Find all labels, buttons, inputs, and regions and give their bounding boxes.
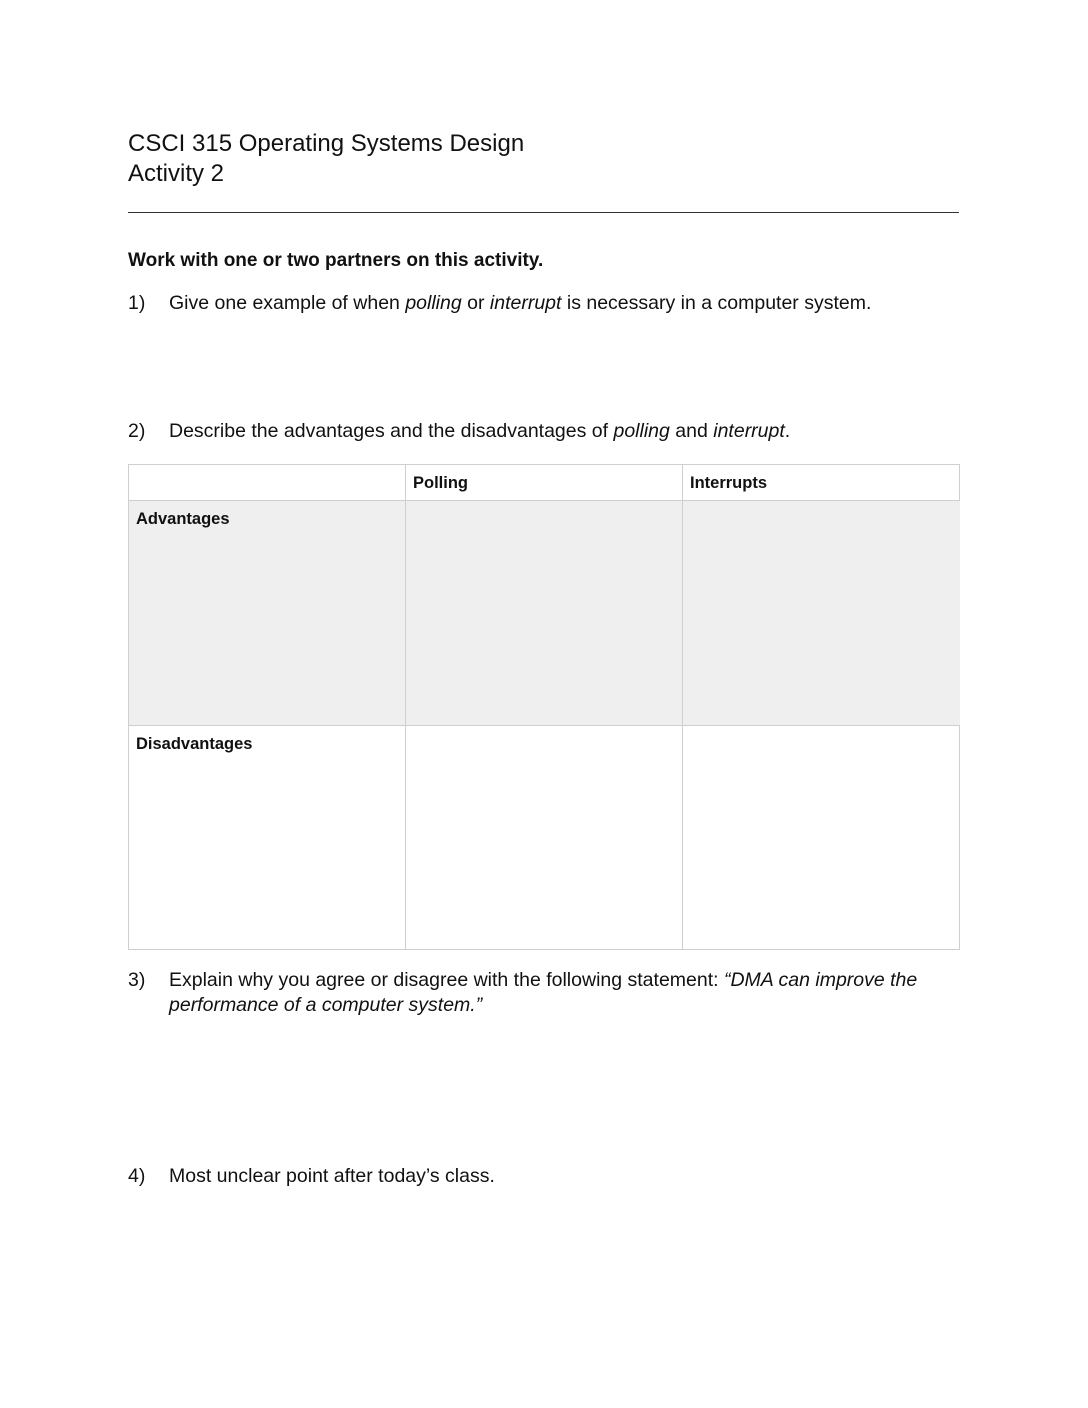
row-label-disadvantages: Disadvantages: [129, 726, 406, 950]
cell-disadvantages-polling: [406, 726, 683, 950]
cell-disadvantages-interrupts: [683, 726, 960, 950]
table-header-interrupts: Interrupts: [683, 465, 960, 501]
cell-advantages-polling: [406, 501, 683, 726]
row-label-advantages: Advantages: [129, 501, 406, 726]
question-3-number: 3): [128, 969, 146, 991]
cell-advantages-interrupts: [683, 501, 960, 726]
question-2-number: 2): [128, 420, 146, 442]
horizontal-rule: [128, 212, 959, 213]
document-subtitle: Activity 2: [128, 160, 225, 187]
document-title: CSCI 315 Operating Systems Design: [128, 130, 525, 157]
question-4-text: Most unclear point after today’s class.: [169, 1165, 495, 1187]
instructions: Work with one or two partners on this activity.: [128, 250, 544, 271]
question-2-text: Describe the advantages and the disadvantages of polling and interrupt.: [169, 420, 791, 442]
table-header-polling: Polling: [406, 465, 683, 501]
question-3-text: Explain why you agree or disagree with the following statement: “DMA can improve the performance of a computer system.”: [169, 969, 918, 1016]
table-header-corner: [129, 465, 406, 501]
comparison-table: [128, 464, 960, 950]
question-1-text: Give one example of when polling or interrupt is necessary in a computer system.: [169, 292, 872, 314]
question-1-number: 1): [128, 292, 146, 314]
question-4-number: 4): [128, 1165, 146, 1187]
